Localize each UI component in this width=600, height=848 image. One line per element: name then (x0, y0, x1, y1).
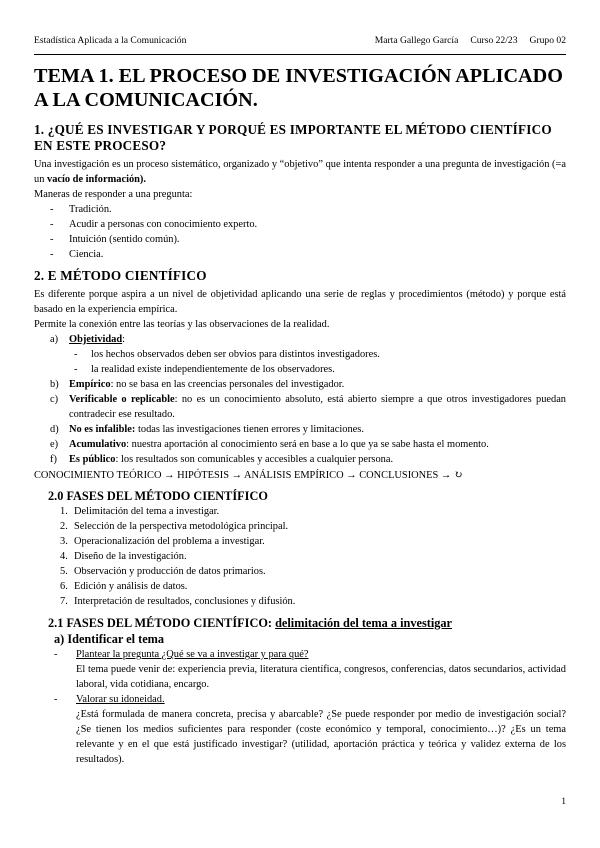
list-item-term: No es infalible: (69, 424, 136, 435)
topic-origin-text: El tema puede venir de: experiencia previa, literatura científica, congresos, conferencias, datos secundarios, actividad laboral, vida cotidiana, encargo. (76, 664, 566, 690)
section-2-heading: 2. E MÉTODO CIENTÍFICO (34, 268, 207, 283)
list-item-text: Ciencia. (69, 249, 104, 260)
list-item: - los hechos observados deben ser obvios para distintos investigadores. (74, 349, 380, 360)
section-1-intro: Maneras de responder a una pregunta: (34, 189, 193, 200)
list-item: a) Objetividad: - los hechos observados deben ser obvios para distintos investigadores. - la realidad existe independientemente de los observadores. (34, 332, 566, 377)
list-item-text: la realidad existe independientemente de los observadores. (91, 364, 335, 375)
header-author-info: Marta Gallego García Curso 22/23 Grupo 02 (374, 35, 566, 46)
list-item: 2. Selección de la perspectiva metodológica principal. (60, 521, 289, 532)
list-item: 7. Interpretación de resultados, conclusiones y difusión. (60, 596, 296, 607)
page-title: TEMA 1. EL PROCESO DE INVESTIGACIÓN APLICADO A LA COMUNICACIÓN. (34, 65, 563, 111)
list-item: b) Empírico: no se basa en las creencias personales del investigador. (50, 379, 345, 390)
list-item-title: Valorar su idoneidad. (76, 694, 165, 705)
answer-ways-list (34, 202, 566, 262)
list-item-text: Tradición. (69, 204, 112, 215)
document-body (34, 64, 566, 767)
list-item-title: Plantear la pregunta ¿Qué se va a investigar y para qué? (76, 649, 309, 660)
section-2-1-heading: 2.1 FASES DEL MÉTODO CIENTÍFICO: delimitación del tema a investigar (48, 616, 452, 630)
list-item: c) Verificable o replicable: no es un conocimiento absoluto, está abierto siempre a que otros investigadores puedan contradecir ese resultado. (50, 394, 566, 420)
list-item-text: Intuición (sentido común). (69, 234, 180, 245)
list-item: - Tradición. (50, 204, 112, 215)
section-2-paragraph: Es diferente porque aspira a un nivel de objetividad aplicando una serie de reglas y procedimientos (método) y porque está basado en la experiencia empírica. (34, 289, 566, 315)
list-item: 3. Operacionalización del problema a investigar. (60, 536, 265, 547)
list-item: - la realidad existe independientemente de los observadores. (74, 364, 335, 375)
section-1-bold: vacío de información). (47, 174, 146, 185)
list-item-term: Verificable o replicable (69, 394, 175, 405)
page-number: 1 (561, 796, 566, 807)
page-header (34, 35, 566, 49)
section-1-paragraph (34, 157, 566, 187)
list-item: 1. Delimitación del tema a investigar. (60, 506, 220, 517)
section-1-text: Una investigación es un proceso sistemático, organizado y “objetivo” que intenta responder a una pregunta de investigación (=a un (34, 159, 566, 185)
list-item-term: Objetividad (69, 334, 123, 345)
header-course-title: Estadística Aplicada a la Comunicación (34, 35, 187, 46)
list-item: 4. Diseño de la investigación. (60, 551, 187, 562)
phases-list (48, 504, 566, 609)
section-1-heading: 1. ¿QUÉ ES INVESTIGAR Y PORQUÉ ES IMPORTANTE EL MÉTODO CIENTÍFICO EN ESTE PROCESO? (34, 122, 552, 153)
subsection-a-heading: a) Identificar el tema (54, 632, 165, 646)
list-item: 5. Observación y producción de datos primarios. (60, 566, 266, 577)
list-item-term: Es público (69, 454, 116, 465)
list-item: - Ciencia. (50, 249, 104, 260)
list-item-term: Acumulativo (69, 439, 127, 450)
header-divider (34, 54, 566, 55)
list-item: - Intuición (sentido común). (50, 234, 180, 245)
list-item: e) Acumulativo: nuestra aportación al conocimiento será en base a lo que ya se sabe hasta el momento. (50, 439, 489, 450)
list-item: 6. Edición y análisis de datos. (60, 581, 188, 592)
list-item-term: Empírico (69, 379, 111, 390)
list-item: f) Es público: los resultados son comunicables y accesibles a cualquier persona. (50, 454, 394, 465)
properties-list (34, 332, 566, 467)
list-item: - Plantear la pregunta ¿Qué se va a investigar y para qué? (54, 649, 309, 660)
section-2-paragraph-2: Permite la conexión entre las teorías y las observaciones de la realidad. (34, 319, 330, 330)
suitability-text: ¿Está formulada de manera concreta, precisa y abarcable? ¿Se puede responder por medio de investigación social? ¿Se tienen los medios suficientes para responder (coste económico y temporal, conocimiento…)? ¿Es un tema relevante y en el que está justificado investigar? (utilidad, aportación práctica y teórica y validez externa de los resultados). (76, 709, 566, 765)
list-item: d) No es infalible: todas las investigaciones tienen errores y limitaciones. (50, 424, 364, 435)
list-item: - Valorar su idoneidad. (54, 694, 165, 705)
list-item-text: Acudir a personas con conocimiento experto. (69, 219, 258, 230)
section-2-0-heading: 2.0 FASES DEL MÉTODO CIENTÍFICO (48, 489, 268, 503)
identify-topic-list (34, 647, 566, 662)
objectivity-sublist (34, 347, 566, 377)
list-item-text: los hechos observados deben ser obvios para distintos investigadores. (91, 349, 380, 360)
method-flow: CONOCIMIENTO TEÓRICO → HIPÓTESIS → ANÁLISIS EMPÍRICO → CONCLUSIONES → ↻ (34, 470, 463, 481)
suitability-list (34, 692, 566, 707)
list-item: - Acudir a personas con conocimiento experto. (50, 219, 258, 230)
